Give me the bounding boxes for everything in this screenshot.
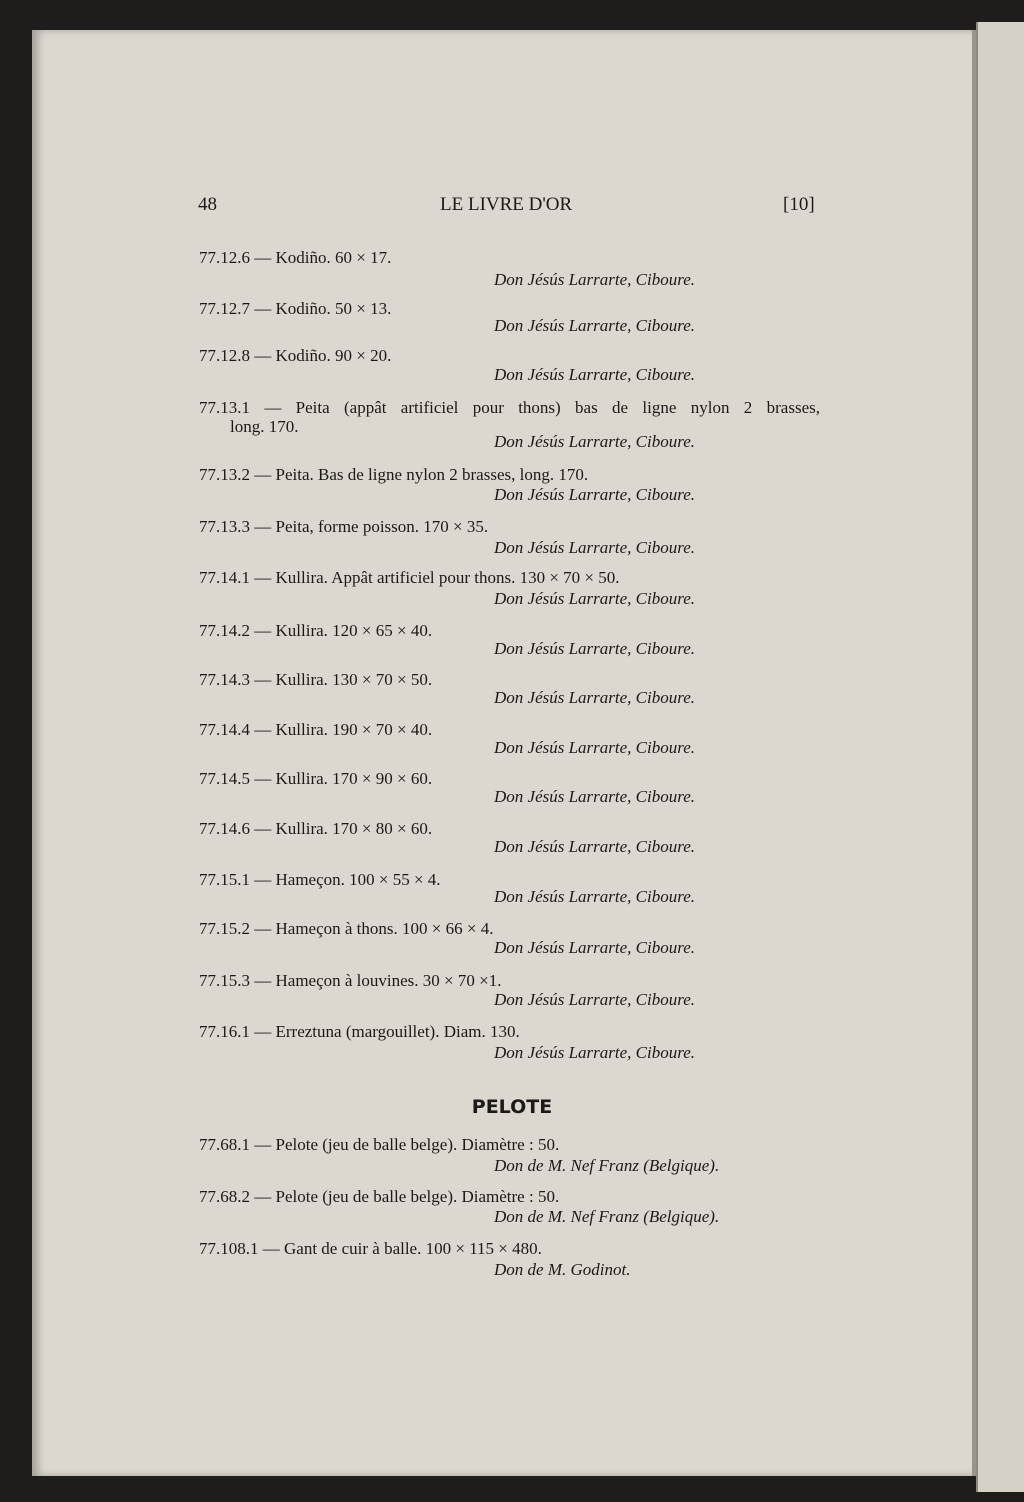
entry-description: 77.16.1 — Erreztuna (margouillet). Diam. 130. [199,1022,520,1041]
entry-description: 77.14.6 — Kullira. 170 × 80 × 60. [199,819,433,838]
entry-description: 77.15.1 — Hameçon. 100 × 55 × 4. [199,870,441,889]
entry-donor: Don de M. Godinot. [494,1260,631,1279]
running-title: LE LIVRE D'OR [440,194,573,215]
next-page-edge [976,22,1024,1492]
entry-description-continued: long. 170. [230,417,299,436]
entry-description: 77.12.8 — Kodiño. 90 × 20. [199,346,392,365]
entry-description: 77.68.2 — Pelote (jeu de balle belge). Diamètre : 50. [199,1187,560,1206]
entry-description: 77.13.3 — Peita, forme poisson. 170 × 35. [199,517,489,536]
entry-description: 77.14.2 — Kullira. 120 × 65 × 40. [199,621,433,640]
entry-donor: Don Jésús Larrarte, Ciboure. [494,538,696,557]
entry-description: 77.14.1 — Kullira. Appât artificiel pour thons. 130 × 70 × 50. [199,568,620,587]
entry-donor: Don Jésús Larrarte, Ciboure. [494,887,696,906]
entry-donor: Don Jésús Larrarte, Ciboure. [494,270,696,289]
entry-donor: Don Jésús Larrarte, Ciboure. [494,316,696,335]
entry-donor: Don Jésús Larrarte, Ciboure. [494,365,696,384]
entry-description: 77.14.3 — Kullira. 130 × 70 × 50. [199,670,433,689]
entry-description: 77.14.5 — Kullira. 170 × 90 × 60. [199,769,433,788]
entry-description: 77.14.4 — Kullira. 190 × 70 × 40. [199,720,433,739]
entry-donor: Don de M. Nef Franz (Belgique). [494,1207,720,1226]
entry-donor: Don Jésús Larrarte, Ciboure. [494,787,696,806]
entry-donor: Don Jésús Larrarte, Ciboure. [494,432,696,451]
entry-donor: Don Jésús Larrarte, Ciboure. [494,589,696,608]
entry-description: 77.13.2 — Peita. Bas de ligne nylon 2 brasses, long. 170. [199,465,589,484]
entry-description: 77.15.3 — Hameçon à louvines. 30 × 70 ×1. [199,971,502,990]
entry-donor: Don Jésús Larrarte, Ciboure. [494,990,696,1009]
entry-donor: Don Jésús Larrarte, Ciboure. [494,485,696,504]
entry-description: 77.68.1 — Pelote (jeu de balle belge). Diamètre : 50. [199,1135,560,1154]
page-number: 48 [198,194,217,215]
section-number: [10] [783,194,815,215]
entry-donor: Don Jésús Larrarte, Ciboure. [494,837,696,856]
entry-description: 77.12.6 — Kodiño. 60 × 17. [199,248,392,267]
entry-description: 77.12.7 — Kodiño. 50 × 13. [199,299,392,318]
entry-donor: Don de M. Nef Franz (Belgique). [494,1156,720,1175]
entry-description: 77.13.1 — Peita (appât artificiel pour thons) bas de ligne nylon 2 brasses, [199,398,820,417]
entry-donor: Don Jésús Larrarte, Ciboure. [494,738,696,757]
entry-donor: Don Jésús Larrarte, Ciboure. [494,688,696,707]
entry-description: 77.108.1 — Gant de cuir à balle. 100 × 115 × 480. [199,1239,542,1258]
section-heading: PELOTE [471,1096,553,1118]
entry-donor: Don Jésús Larrarte, Ciboure. [494,1043,696,1062]
entry-donor: Don Jésús Larrarte, Ciboure. [494,639,696,658]
entry-description: 77.15.2 — Hameçon à thons. 100 × 66 × 4. [199,919,494,938]
entry-donor: Don Jésús Larrarte, Ciboure. [494,938,696,957]
